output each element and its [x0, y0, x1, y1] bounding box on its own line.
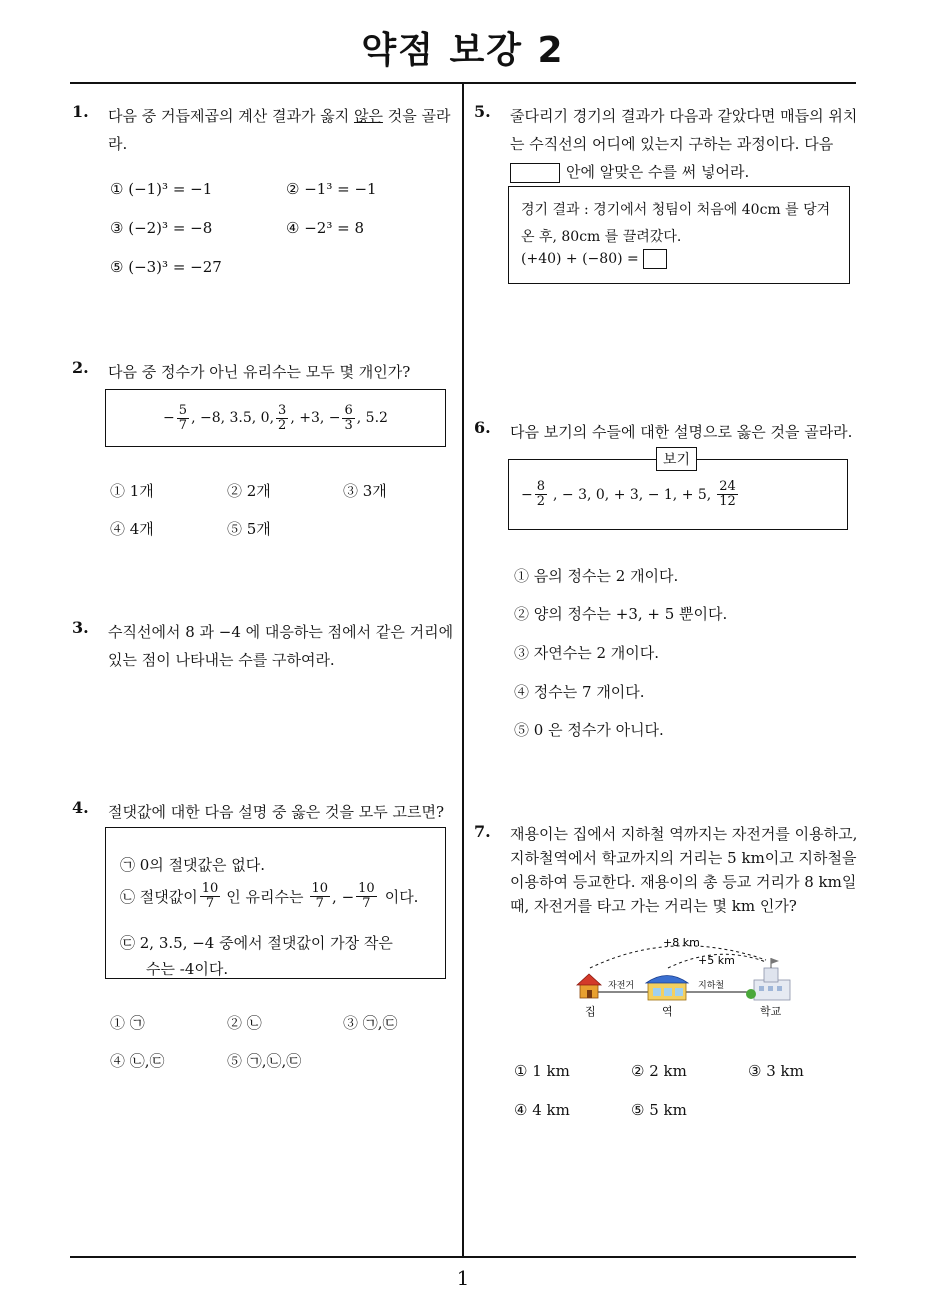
- question-text: 다음 보기의 수들에 대한 설명으로 옳은 것을 골라라.: [510, 423, 853, 441]
- option-2[interactable]: ② 2개: [227, 482, 271, 500]
- game-result-box: [508, 186, 850, 284]
- option-5[interactable]: ⑤ 5 km: [631, 1101, 687, 1119]
- option-3[interactable]: ③ ㉠,㉢: [343, 1014, 398, 1032]
- fraction: $\frac{6}{3}$: [344, 402, 353, 433]
- question-3: [72, 618, 458, 674]
- option-1[interactable]: ① 음의 정수는 2 개이다.: [514, 567, 679, 585]
- option-4[interactable]: ④ ㉡,㉢: [110, 1052, 165, 1070]
- question-number: 7.: [474, 822, 491, 841]
- bogi-label: 보기: [656, 447, 697, 471]
- equation: (+40) + (−80) =: [521, 249, 667, 269]
- option-4[interactable]: ④ 정수는 7 개이다.: [514, 683, 645, 701]
- fraction: $\frac{10}{7}$: [358, 881, 375, 911]
- fraction: $\frac{3}{2}$: [278, 402, 287, 433]
- option-1[interactable]: ① 1 km: [514, 1062, 570, 1080]
- option-5[interactable]: ⑤ (−3)³ = −27: [110, 258, 222, 276]
- question-text: 다음 중 거듭제곱의 계산 결과가 옳지 않은 것을 골라라.: [108, 107, 451, 153]
- option-4[interactable]: ④ −2³ = 8: [286, 219, 364, 237]
- question-5: [474, 102, 860, 186]
- option-5[interactable]: ⑤ 0 은 정수가 아니다.: [514, 721, 664, 739]
- option-2[interactable]: ② 2 km: [631, 1062, 687, 1080]
- option-5[interactable]: ⑤ 5개: [227, 520, 271, 538]
- total-distance-arc: [590, 946, 766, 968]
- fraction: $\frac{5}{7}$: [178, 402, 188, 433]
- question-number: 2.: [72, 358, 89, 377]
- question-7: [474, 822, 862, 918]
- question-text: 줄다리기 경기의 결과가 다음과 같았다면 매듭의 위치는 수직선의 어디에 있는지 구하는 과정이다. 다음 안에 알맞은 수를 써 넣어라.: [510, 107, 858, 181]
- option-1[interactable]: ① ㉠: [110, 1014, 145, 1032]
- statement-b: ㉡ 절댓값이 $\frac{10}{7}$ 인 유리수는 $\frac{10}{7}$ , − $\frac{10}{7}$ 이다.: [120, 881, 419, 911]
- page-title: 약점 보강 2: [361, 30, 565, 71]
- fraction: $\frac{8}{2}$: [536, 479, 546, 509]
- option-3[interactable]: ③ 자연수는 2 개이다.: [514, 644, 660, 662]
- home-label: 집: [585, 1005, 596, 1018]
- question-text: 절댓값에 대한 다음 설명 중 옳은 것을 모두 고르면?: [108, 803, 444, 821]
- answer-blank[interactable]: [510, 163, 560, 183]
- school-icon: [746, 958, 790, 1000]
- option-2[interactable]: ② −1³ = −1: [286, 180, 377, 198]
- question-1: [72, 102, 458, 158]
- subway-distance-label: +5 km: [698, 954, 735, 967]
- option-2[interactable]: ② 양의 정수는 +3, + 5 뿐이다.: [514, 605, 728, 623]
- option-3[interactable]: ③ (−2)³ = −8: [110, 219, 213, 237]
- commute-diagram: [568, 930, 808, 1022]
- statements-box: [105, 827, 446, 979]
- subway-segment-label: 지하철: [698, 981, 725, 991]
- fraction: $\frac{10}{7}$: [311, 881, 329, 911]
- question-4: [72, 798, 458, 826]
- option-5[interactable]: ⑤ ㉠,㉡,㉢: [227, 1052, 302, 1070]
- page-number: 1: [456, 1266, 470, 1290]
- total-distance-label: +8 km: [663, 936, 700, 949]
- number-set-box: − $\frac{5}{7}$ , −8, 3.5, 0, $\frac{3}{2}$ , +3, − $\frac{6}{3}$ , 5.2: [105, 389, 446, 447]
- station-icon: [646, 976, 688, 1001]
- house-icon: [577, 974, 601, 998]
- option-2[interactable]: ② ㉡: [227, 1014, 262, 1032]
- emphasis-underline: 않은: [353, 107, 383, 125]
- option-1[interactable]: ① (−1)³ = −1: [110, 180, 213, 198]
- bogi-box: − $\frac{8}{2}$ , − 3, 0, + 3, − 1, + 5, $\frac{24}{12}$: [508, 459, 848, 530]
- column-divider: [462, 84, 464, 1258]
- statement-c-cont: 수는 -4이다.: [146, 960, 229, 978]
- question-number: 6.: [474, 418, 491, 437]
- bike-segment-label: 자전거: [608, 981, 635, 991]
- question-6: [474, 418, 860, 446]
- question-2: [72, 358, 458, 386]
- question-number: 3.: [72, 618, 89, 637]
- fraction: $\frac{24}{12}$: [719, 479, 736, 509]
- question-number: 4.: [72, 798, 89, 817]
- game-result-text: 경기 결과 : 경기에서 청팀이 처음에 40cm 를 당겨온 후, 80cm 를 끌려갔다.: [521, 202, 831, 245]
- option-4[interactable]: ④ 4 km: [514, 1101, 570, 1119]
- option-1[interactable]: ① 1개: [110, 482, 154, 500]
- question-text: 다음 중 정수가 아닌 유리수는 모두 몇 개인가?: [108, 363, 411, 381]
- answer-blank[interactable]: [643, 249, 667, 269]
- question-text: 수직선에서 8 과 −4 에 대응하는 점에서 같은 거리에 있는 점이 나타내는 수를 구하여라.: [108, 623, 454, 669]
- station-label: 역: [662, 1005, 673, 1018]
- question-number: 1.: [72, 102, 89, 121]
- statement-a: ㉠ 0의 절댓값은 없다.: [120, 856, 266, 874]
- statement-c: ㉢ 2, 3.5, −4 중에서 절댓값이 가장 작은: [120, 934, 393, 952]
- question-number: 5.: [474, 102, 491, 121]
- bottom-rule: [70, 1256, 856, 1258]
- fraction: $\frac{10}{7}$: [201, 881, 219, 911]
- option-4[interactable]: ④ 4개: [110, 520, 154, 538]
- option-3[interactable]: ③ 3개: [343, 482, 387, 500]
- question-text: 재용이는 집에서 지하철 역까지는 자전거를 이용하고, 지하철역에서 학교까지의 거리는 5 km이고 지하철을 이용하여 등교한다. 재용이의 총 등교 거리가 8 km일 때, 자전거를 타고 가는 거리는 몇 km 인가?: [510, 825, 858, 915]
- option-3[interactable]: ③ 3 km: [748, 1062, 804, 1080]
- school-label: 학교: [760, 1005, 782, 1018]
